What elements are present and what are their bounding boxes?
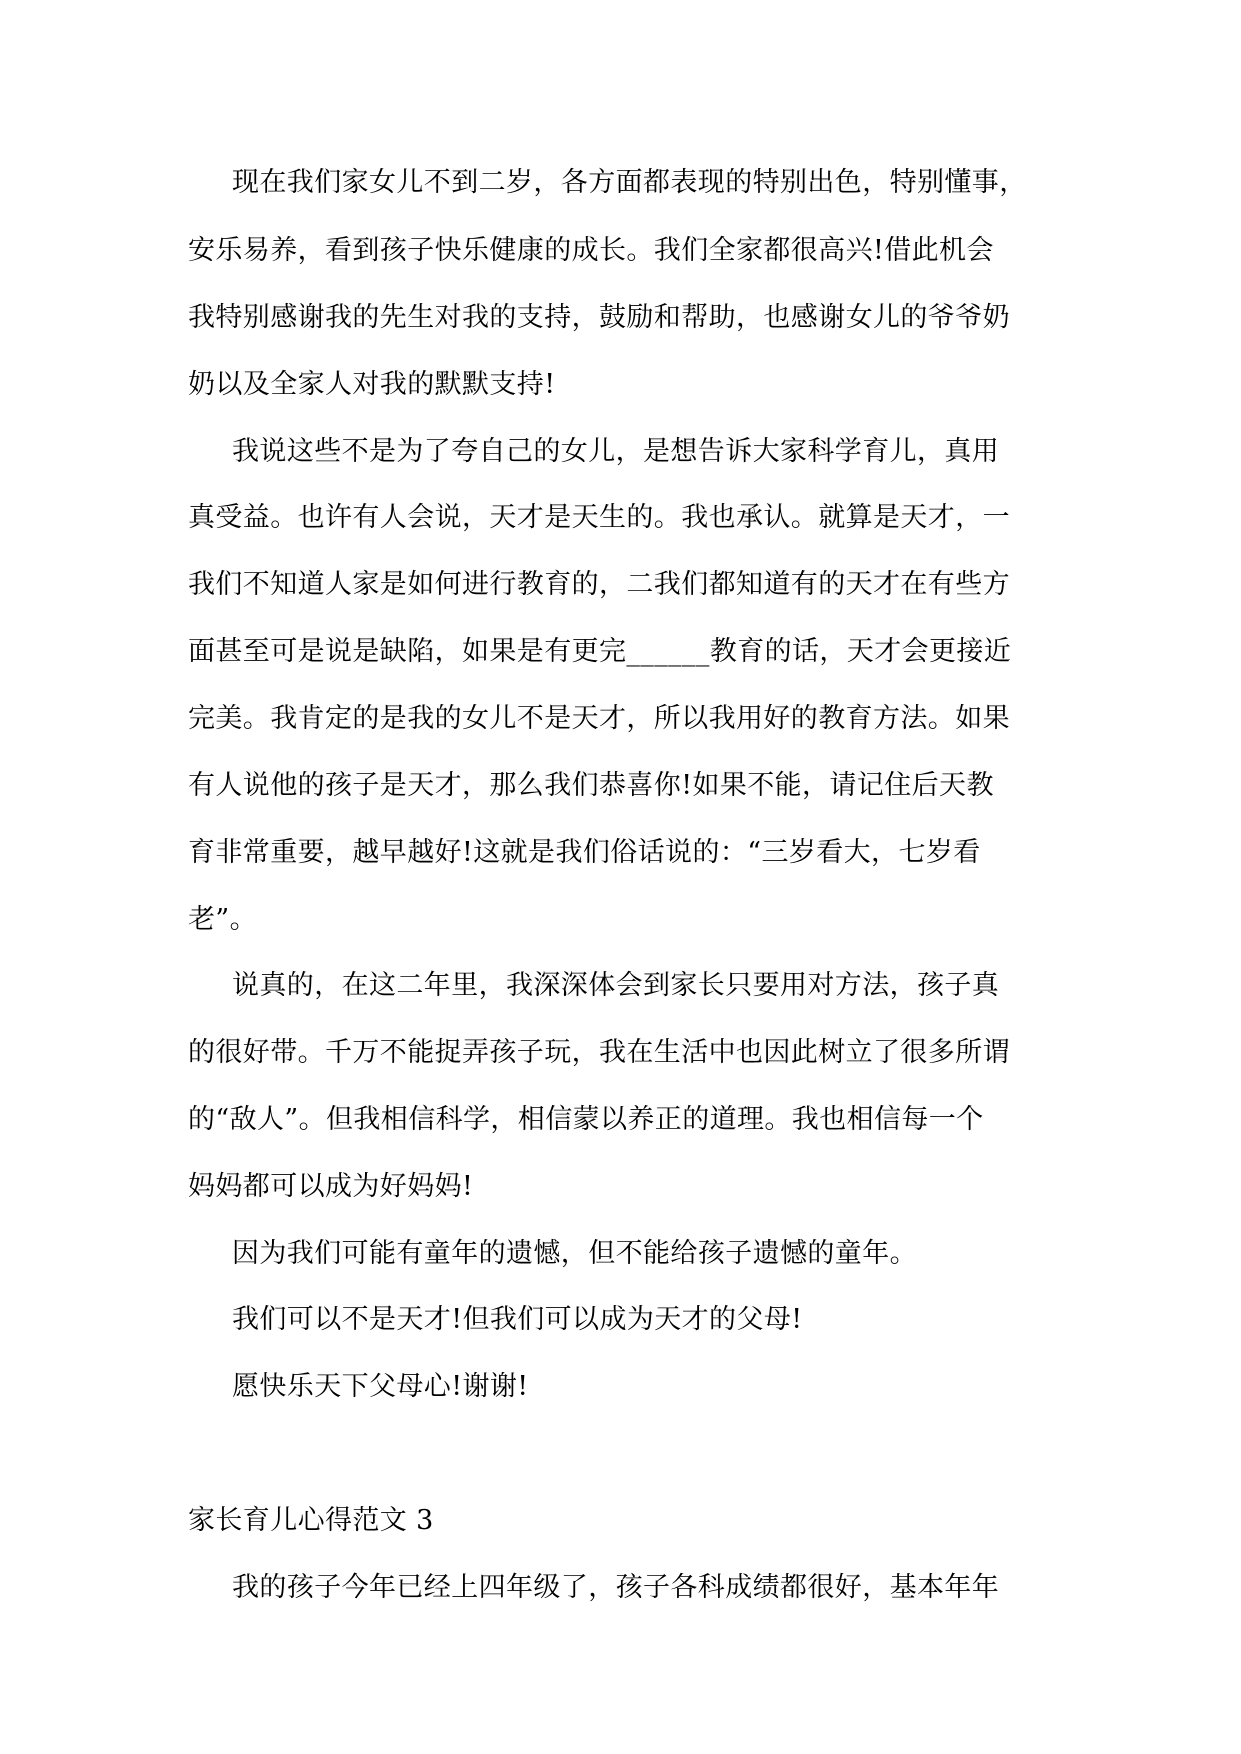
paragraph-line: 完美。我肯定的是我的女儿不是天才，所以我用好的教育方法。如果 <box>188 703 1010 734</box>
paragraph-line: 有人说他的孩子是天才，那么我们恭喜你!如果不能，请记住后天教 <box>188 770 994 801</box>
paragraph-line: 安乐易养，看到孩子快乐健康的成长。我们全家都很高兴!借此机会 <box>188 235 994 266</box>
paragraph-line: 现在我们家女儿不到二岁，各方面都表现的特别出色，特别懂事， <box>232 167 1027 198</box>
paragraph-line: 我们可以不是天才!但我们可以成为天才的父母! <box>232 1304 803 1335</box>
paragraph-line: 我说这些不是为了夸自己的女儿，是想告诉大家科学育儿，真用 <box>232 436 1000 467</box>
paragraph-line: 的很好带。千万不能捉弄孩子玩，我在生活中也因此树立了很多所谓 <box>188 1037 1010 1068</box>
paragraph-line: 育非常重要，越早越好!这就是我们俗话说的：“三岁看大，七岁看 <box>188 837 981 868</box>
paragraph-line: 说真的，在这二年里，我深深体会到家长只要用对方法，孩子真 <box>232 970 1000 1001</box>
paragraph-line: 真受益。也许有人会说，天才是天生的。我也承认。就算是天才，一 <box>188 502 1010 533</box>
paragraph-line: 奶以及全家人对我的默默支持! <box>188 369 556 400</box>
paragraph-line: 妈妈都可以成为好妈妈! <box>188 1171 474 1202</box>
paragraph-line: 我们不知道人家是如何进行教育的，二我们都知道有的天才在有些方 <box>188 569 1010 600</box>
paragraph-line: 我特别感谢我的先生对我的支持，鼓励和帮助，也感谢女儿的爷爷奶 <box>188 302 1010 333</box>
section-heading: 家长育儿心得范文 3 <box>188 1505 434 1536</box>
paragraph-line: 老”。 <box>188 904 258 935</box>
paragraph-line: 愿快乐天下父母心!谢谢! <box>232 1371 529 1402</box>
paragraph-line: 因为我们可能有童年的遗憾，但不能给孩子遗憾的童年。 <box>232 1238 917 1269</box>
paragraph-line: 我的孩子今年已经上四年级了，孩子各科成绩都很好，基本年年 <box>232 1572 1000 1603</box>
paragraph-line: 的“敌人”。但我相信科学，相信蒙以养正的道理。我也相信每一个 <box>188 1104 984 1135</box>
paragraph-line: 面甚至可是说是缺陷，如果是有更完______教育的话，天才会更接近 <box>188 636 1012 667</box>
